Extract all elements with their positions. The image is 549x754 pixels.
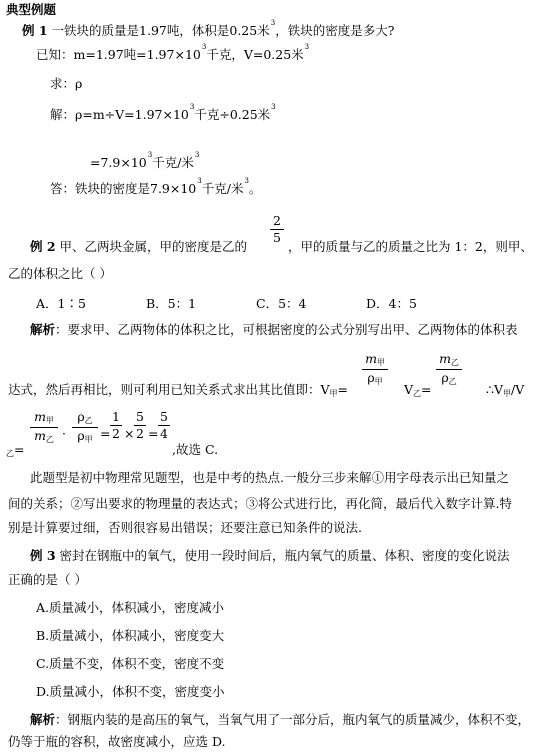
ratio-m [30, 410, 58, 445]
equals: = [14, 442, 25, 457]
ex3-option-a[interactable]: A.质量减小，体积减小，密度减小 [36, 600, 225, 615]
sup: 3 [244, 177, 249, 185]
fraction-bar [436, 369, 462, 370]
ex1-find: 求：ρ [50, 76, 83, 91]
ex1-known-mid: 千克，V=0.25米 [206, 47, 304, 63]
dot-operator: · [62, 426, 66, 441]
ex1-solution [50, 104, 276, 123]
fraction-numerator: 2 [273, 213, 281, 228]
ex2-choose: ,故选 C. [172, 442, 219, 457]
ex1-answer-end: 。 [248, 181, 262, 197]
ex1-solution-prefix: 解：ρ=m÷V=1.97×10 [50, 107, 189, 123]
therefore-ratio [486, 382, 524, 400]
ex1-label: 例 1 [22, 23, 48, 39]
ex2-fraction [270, 214, 284, 245]
fraction-bar [72, 427, 98, 428]
fraction-denominator: 5 [273, 230, 281, 245]
denominator: 4 [160, 426, 168, 441]
denominator [30, 429, 58, 445]
numerator [362, 352, 388, 368]
ex1-solution-mid: 千克÷0.25米 [194, 107, 271, 123]
ex1-question-text: 一铁块的质量是1.97吨，体积是0.25米 [51, 23, 270, 39]
ex1-result-prefix: =7.9×10 [90, 155, 147, 171]
ex1-known [36, 44, 309, 63]
sup: 3 [304, 43, 310, 51]
sup: 3 [189, 103, 195, 111]
ex3-question-1 [30, 548, 510, 564]
m-symbol: m [439, 351, 451, 366]
ex2-question-part2: ，甲的质量与乙的质量之比为 1：2，则甲、 [288, 239, 533, 254]
ex2-question-part1: 甲、乙两块金属，甲的密度是乙的 [59, 239, 248, 254]
sup: 3 [147, 151, 153, 159]
frac-5-2 [134, 410, 146, 441]
subscript: 乙 [413, 389, 422, 398]
m-symbol: m [34, 409, 46, 424]
m-symbol: m [34, 428, 46, 443]
ex1-question-end: ，铁块的密度是多大? [275, 23, 395, 39]
ratio-rho [72, 410, 98, 445]
denominator [72, 429, 98, 445]
ex3-option-b[interactable]: B.质量减小，体积减小，密度变大 [36, 628, 225, 643]
subscript: 甲 [45, 416, 54, 425]
ex1-answer [50, 178, 261, 197]
subscript: 乙 [450, 358, 459, 367]
ex1-answer-mid: 千克/米 [201, 181, 244, 197]
ex3-option-c[interactable]: C.质量不变，体积不变，密度不变 [36, 656, 225, 671]
subscript: 乙 [448, 377, 457, 386]
ex2-question-part3: 乙的体积之比（ ） [8, 266, 112, 281]
v-ratio-end [6, 442, 24, 460]
times: × [124, 426, 135, 441]
therefore-v: ∴V [486, 382, 503, 397]
fraction-bar [362, 369, 388, 370]
rho-symbol: ρ [77, 409, 85, 424]
ex3-analysis-1 [30, 712, 530, 728]
denominator: 2 [136, 426, 144, 441]
subscript: 甲 [376, 358, 385, 367]
subscript: 乙 [84, 416, 93, 425]
ex3-option-d[interactable]: D.质量减小，体积不变，密度变小 [36, 684, 225, 699]
ex2-question-line1 [30, 239, 247, 255]
ex2-summary-3: 别是计算要过细，否则很容易出错误；还要注意已知条件的说法. [8, 520, 362, 535]
ex1-result [90, 152, 199, 171]
slash-v: /V [510, 382, 525, 397]
ex2-option-d[interactable]: D．4：5 [366, 296, 417, 311]
ex3-analysis-label: 解析 [30, 712, 56, 727]
numerator [436, 352, 462, 368]
ex2-summary-2: 间的关系；②写出要求的物理量的表达式；③将公式进行比，再化简，最后代入数字计算.特 [8, 496, 512, 511]
ex2-option-b[interactable]: B．5：1 [146, 296, 197, 311]
subscript: 乙 [6, 449, 14, 458]
section-heading: 典型例题 [6, 2, 57, 17]
sup: 3 [194, 151, 200, 159]
frac-5-4 [158, 410, 170, 441]
sup: 3 [197, 177, 202, 185]
numerator: 1 [112, 409, 120, 424]
denominator: 2 [112, 426, 120, 441]
ex3-analysis-2: 仍等于瓶的容积，故密度减小，应选 D. [8, 734, 226, 749]
m-symbol: m [365, 351, 377, 366]
formula-v-yi [436, 352, 462, 387]
numerator: 5 [160, 409, 168, 424]
ex2-analysis-text1: ：要求甲、乙两物体的体积之比，可根据密度的公式分别写出甲、乙两物体的体积表 [55, 322, 518, 337]
ex2-label: 例 2 [30, 239, 56, 254]
ex2-option-c[interactable]: C．5：4 [256, 296, 307, 311]
ex3-question-text1: 密封在钢瓶中的氧气，使用一段时间后，瓶内氧气的质量、体积、密度的变化说法 [59, 548, 510, 563]
ex2-analysis-line1 [30, 322, 518, 338]
subscript: 甲 [329, 389, 338, 398]
v-yi-label [404, 382, 432, 400]
equals: = [421, 382, 432, 397]
equals: = [148, 426, 159, 441]
equals: = [337, 382, 349, 397]
subscript: 甲 [502, 389, 511, 398]
ex1-result-suffix: 千克/米 [152, 155, 194, 171]
formula-v-jia [362, 352, 388, 387]
denominator [436, 371, 462, 387]
ex1-known-prefix: 已知：m=1.97吨=1.97×10 [36, 47, 201, 63]
ex3-analysis-text1: ：钢瓶内装的是高压的氧气，当氧气用了一部分后，瓶内氧气的质量减少，体积不变， [55, 712, 531, 727]
ex2-summary-1: 此题型是初中物理常见题型，也是中考的热点.一般分三步来解①用字母表示出已知量之 [30, 470, 509, 485]
ex2-analysis-line2 [8, 382, 348, 400]
numerator [72, 410, 98, 426]
sup: 3 [201, 43, 207, 51]
ex1-question [22, 20, 394, 39]
sup: 3 [271, 103, 276, 111]
subscript: 乙 [45, 435, 54, 444]
ex1-answer-prefix: 答：铁块的密度是7.9×10 [50, 181, 197, 197]
denominator [362, 371, 388, 387]
v-symbol: V [404, 382, 414, 397]
ex3-question-2: 正确的是（ ） [8, 572, 87, 587]
sup: 3 [270, 19, 276, 27]
ex2-analysis-label: 解析 [30, 322, 56, 337]
ex2-analysis-text2: 达式，然后再相比，则可利用已知关系式求出其比值即：V [8, 382, 330, 397]
ex2-option-a[interactable]: A．1∶5 [36, 296, 86, 311]
ex3-label: 例 3 [30, 548, 56, 563]
frac-1-2 [110, 410, 122, 441]
rho-symbol: ρ [77, 428, 85, 443]
subscript: 甲 [374, 377, 383, 386]
numerator: 5 [136, 409, 144, 424]
numerator [30, 410, 58, 426]
rho-symbol: ρ [441, 370, 449, 385]
equals: = [100, 426, 111, 441]
subscript: 甲 [84, 435, 93, 444]
rho-symbol: ρ [367, 370, 375, 385]
